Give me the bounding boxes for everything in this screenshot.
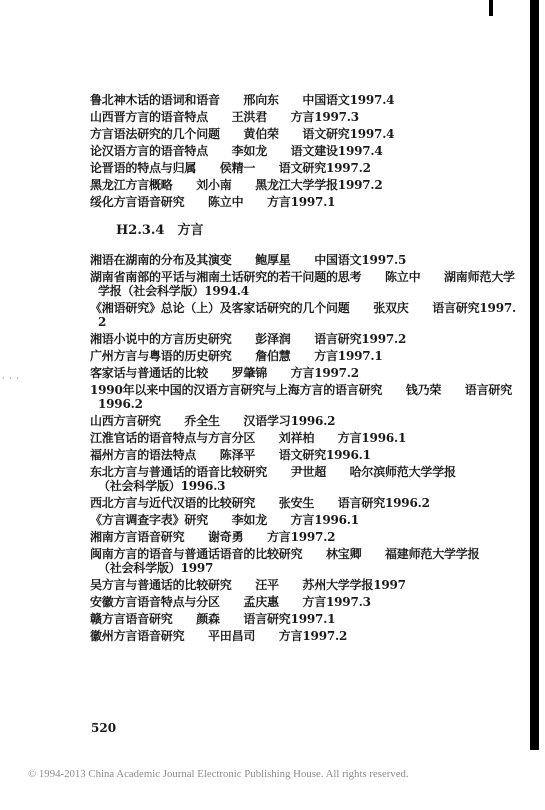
entry-line: 论汉语方言的语音特点 李如龙 语文建设1997.4 [90,144,383,158]
bibliography-entry [90,332,520,346]
bibliography-entry [90,110,520,124]
entry-list-bottom [90,253,520,643]
entry-line: 黑龙江方言概略 刘小南 黑龙江大学学报1997.2 [90,178,383,192]
entry-line: 方言语法研究的几个问题 黄伯荣 语文研究1997.4 [90,127,395,141]
bibliography-entry [90,178,520,192]
entry-line: 山西方言研究 乔全生 汉语学习1996.2 [90,414,336,428]
entry-line: 湘语小说中的方言历史研究 彭泽润 语言研究1997.2 [90,332,407,346]
entry-line: （社会科学版）1996.3 [98,479,226,493]
entry-line: 徽州方言语音研究 平田昌司 方言1997.2 [90,629,348,643]
page-content [90,93,520,646]
entry-line: 客家话与普通话的比较 罗肇锦 方言1997.2 [90,366,359,380]
bibliography-entry [90,270,520,298]
bibliography-entry [90,530,520,544]
entry-line: 《方言调查字表》研究 李如龙 方言1996.1 [90,513,359,527]
page-corner-mark [489,0,493,16]
entry-line: 2 [98,315,107,329]
entry-line: 湘南方言语音研究 谢奇勇 方言1997.2 [90,530,336,544]
entry-list-top [90,93,520,209]
entry-line: （社会科学版）1997 [98,561,214,575]
entry-line: 绥化方言语音研究 陈立中 方言1997.1 [90,195,336,209]
entry-line: 山西晋方言的语音特点 王洪君 方言1997.3 [90,110,359,124]
entry-line: 西北方言与近代汉语的比较研究 张安生 语言研究1996.2 [90,496,430,510]
entry-line: 鲁北神木话的语词和语音 邢向东 中国语文1997.4 [90,93,395,107]
entry-line: 闽南方言的语音与普通话语音的比较研究 林宝卿 福建师范大学学报 [90,547,480,561]
bibliography-entry [90,448,520,462]
bibliography-entry [90,195,520,209]
bibliography-entry [90,612,520,626]
section-heading: H2.3.4 方言 [116,223,204,238]
entry-line: 1990年以来中国的汉语方言研究与上海方言的语言研究 钱乃荣 语言研究 [90,383,513,397]
bibliography-entry [90,465,520,493]
entry-line: 福州方言的语法特点 陈泽平 语文研究1996.1 [90,448,371,462]
entry-line: 吴方言与普通话的比较研究 汪平 苏州大学学报1997 [90,578,406,592]
bibliography-entry [90,629,520,643]
bibliography-entry [90,366,520,380]
bibliography-entry [90,161,520,175]
bibliography-entry [90,93,520,107]
entry-line: 《湘语研究》总论（上）及客家话研究的几个问题 张双庆 语言研究1997. [90,301,516,315]
entry-line: 学报（社会科学版）1994.4 [98,284,249,298]
entry-line: 湘语在湖南的分布及其演变 鲍厚星 中国语文1997.5 [90,253,407,267]
entry-line: 论晋语的特点与归属 侯精一 语文研究1997.2 [90,161,371,175]
entry-line: 东北方言与普通话的语音比较研究 尹世超 哈尔滨师范大学学报 [90,465,456,479]
entry-line: 安徽方言语音特点与分区 孟庆惠 方言1997.3 [90,595,371,609]
entry-line: 江淮官话的语音特点与方言分区 刘祥柏 方言1996.1 [90,431,407,445]
bibliography-entry [90,127,520,141]
bibliography-entry [90,349,520,363]
bibliography-entry [90,144,520,158]
bibliography-entry [90,431,520,445]
bibliography-entry [90,496,520,510]
margin-mark: · · · [2,374,20,383]
entry-line: 1996.2 [98,397,143,411]
bibliography-entry [90,547,520,575]
bibliography-entry [90,301,520,329]
bibliography-entry [90,383,520,411]
entry-line: 广州方言与粤语的历史研究 詹伯慧 方言1997.1 [90,349,383,363]
bibliography-entry [90,414,520,428]
bibliography-entry [90,595,520,609]
copyright-footer: © 1994-2013 China Academic Journal Electronic Publishing House. All rights reserved. [28,768,409,780]
bibliography-entry [90,513,520,527]
page-number: 520 [91,721,117,735]
page-edge-shadow [530,0,539,750]
entry-line: 湖南省南部的平话与湘南土话研究的若干问题的思考 陈立中 湖南师范大学 [90,270,515,284]
entry-line: 赣方言语音研究 颜森 语言研究1997.1 [90,612,336,626]
bibliography-entry [90,253,520,267]
bibliography-entry [90,578,520,592]
